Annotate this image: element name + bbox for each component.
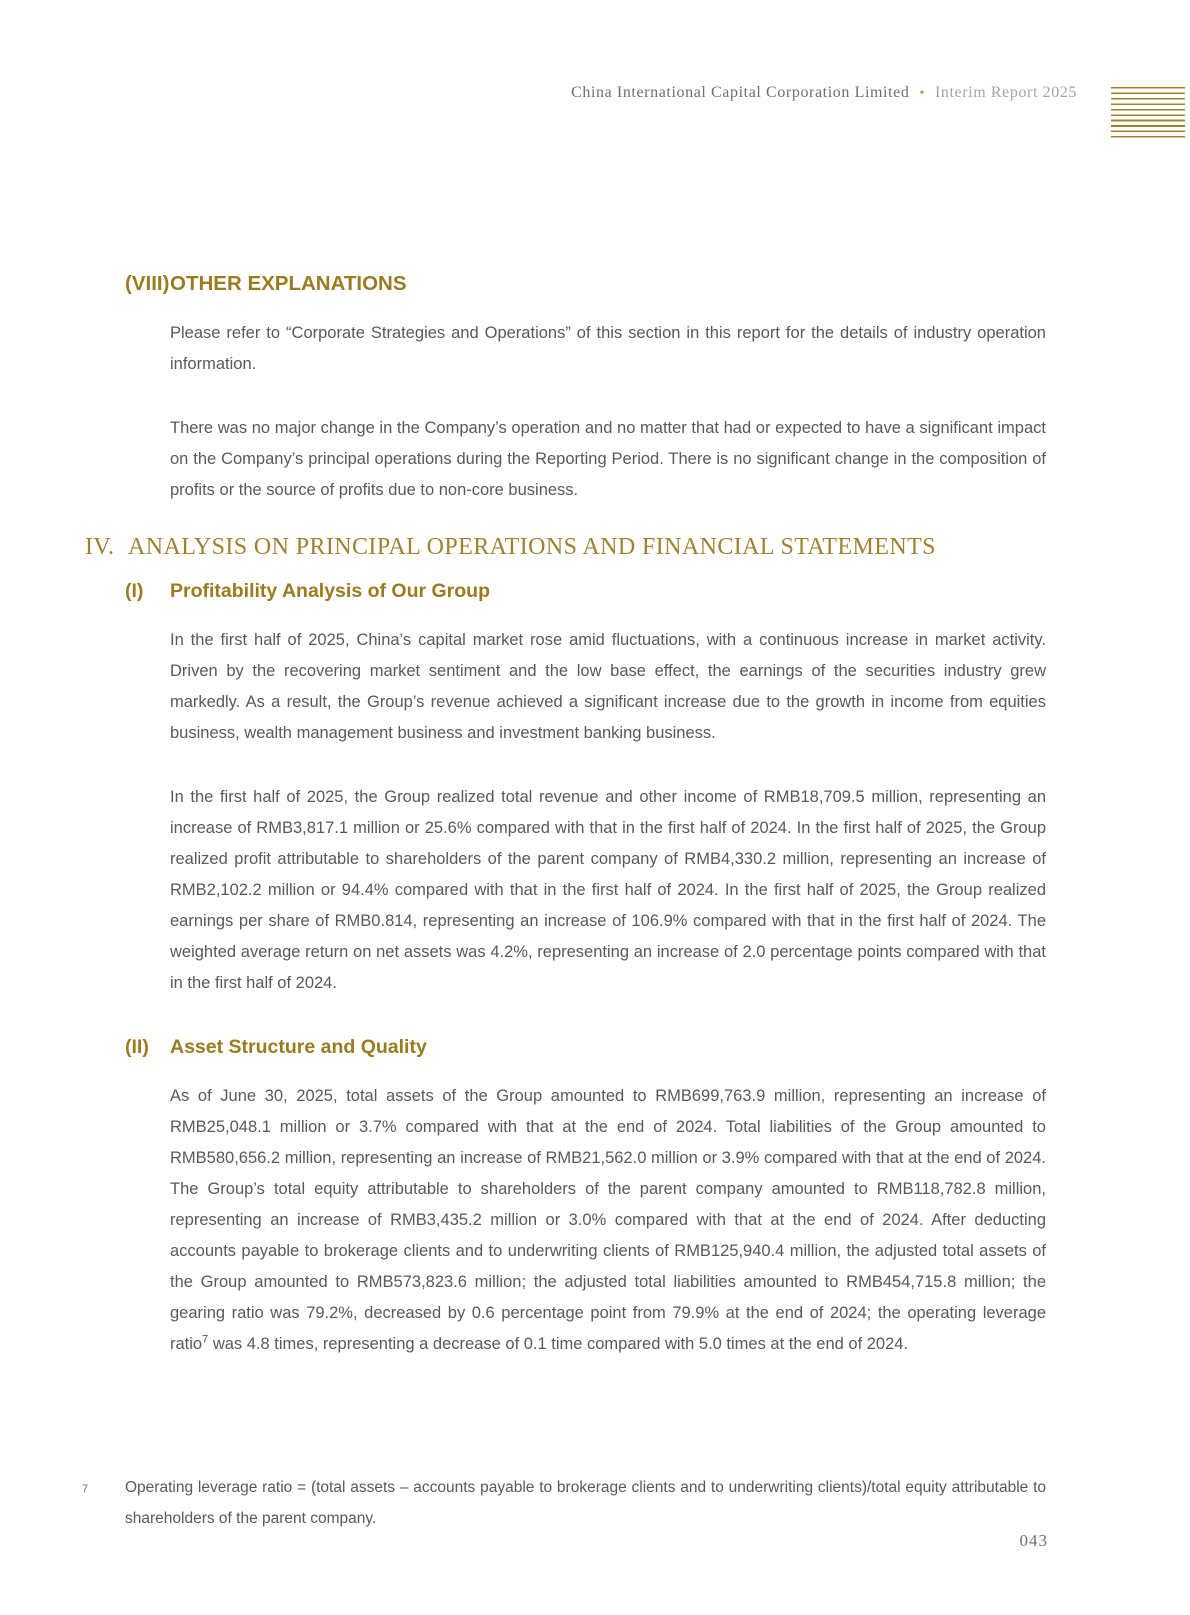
section-i-paragraph-2: In the first half of 2025, the Group realized total revenue and other income of RMB18,709.5 million, representing an increase of RMB3,817.1 million or 25.6% compared with that in the first half of 2024. In the first half of 2025, the Group realized profit attributable to shareholders of the parent company of RMB4,330.2 million, representing an increase of RMB2,102.2 million or 94.4% compared with that in the first half of 2024. In the first half of 2025, the Group realized earnings per share of RMB0.814, representing an increase of 106.9% compared with that in the first half of 2024. The weighted average return on net assets was 4.2%, representing an increase of 2.0 percentage points compared with that in the first half of 2024.	[170, 788, 1046, 992]
section-viii-heading	[125, 271, 1190, 297]
page-header	[571, 84, 1077, 102]
section-viii-title: OTHER EXPLANATIONS	[170, 272, 407, 295]
section-i-paragraph-1: In the first half of 2025, China’s capital market rose amid fluctuations, with a continuous increase in market activity. Driven by the recovering market sentiment and the low base effect, the earnings of the securities industry grew markedly. As a result, the Group’s revenue achieved a significant increase due to the growth in income from equities business, wealth management business and investment banking business.	[170, 631, 1046, 742]
logo-stripes-icon	[1111, 87, 1185, 138]
section-ii-heading	[125, 1035, 1190, 1060]
section-viii-label: (VIII)	[125, 272, 170, 295]
section-iv-heading	[85, 532, 1190, 562]
header-report-title: Interim Report 2025	[934, 84, 1077, 101]
page-number: 043	[1019, 1531, 1048, 1550]
footnote-reference-superscript: 7	[202, 1333, 209, 1346]
section-viii-paragraph-2: There was no major change in the Company’s operation and no matter that had or expected to have a significant impact on the Company’s principal operations during the Reporting Period. There is no significant change in the composition of profits or the source of profits due to non-core business.	[170, 419, 1046, 499]
section-i-title: Profitability Analysis of Our Group	[170, 580, 490, 602]
section-iv-label: IV.	[85, 534, 115, 560]
header-company-name: China International Capital Corporation Limited	[571, 84, 910, 101]
section-ii-title: Asset Structure and Quality	[170, 1036, 427, 1058]
section-ii-paragraph-1-continuation: was 4.8 times, representing a decrease of 0.1 time compared with 5.0 times at the end of 2024.	[208, 1335, 909, 1353]
section-ii-label: (II)	[125, 1036, 149, 1058]
page-content	[0, 271, 1190, 1534]
footnote	[82, 1472, 1046, 1534]
section-viii-paragraph-1: Please refer to “Corporate Strategies and Operations” of this section in this report for the details of industry operation information.	[170, 324, 1046, 373]
section-iv-title: ANALYSIS ON PRINCIPAL OPERATIONS AND FINANCIAL STATEMENTS	[128, 534, 936, 560]
section-ii-paragraph-1	[170, 1081, 1046, 1360]
section-i-label: (I)	[125, 580, 144, 602]
footnote-text: Operating leverage ratio = (total assets – accounts payable to brokerage clients and to underwriting clients)/total equity attributable to shareholders of the parent company.	[125, 1479, 1046, 1527]
section-ii-paragraph-1-text: As of June 30, 2025, total assets of the Group amounted to RMB699,763.9 million, representing an increase of RMB25,048.1 million or 3.7% compared with that at the end of 2024. Total liabilities of the Group amounted to RMB580,656.2 million, representing an increase of RMB21,562.0 million or 3.9% compared with that at the end of 2024. The Group’s total equity attributable to shareholders of the parent company amounted to RMB118,782.8 million, representing an increase of RMB3,435.2 million or 3.0% compared with that at the end of 2024. After deducting accounts payable to brokerage clients and to underwriting clients of RMB125,940.4 million, the adjusted total assets of the Group amounted to RMB573,823.6 million; the adjusted total liabilities amounted to RMB454,715.8 million; the gearing ratio was 79.2%, decreased by 0.6 percentage point from 79.9% at the end of 2024; the operating leverage ratio	[170, 1087, 1046, 1353]
header-separator-bullet: •	[919, 86, 925, 101]
footnote-marker: 7	[82, 1483, 89, 1495]
section-i-heading	[125, 579, 1190, 604]
